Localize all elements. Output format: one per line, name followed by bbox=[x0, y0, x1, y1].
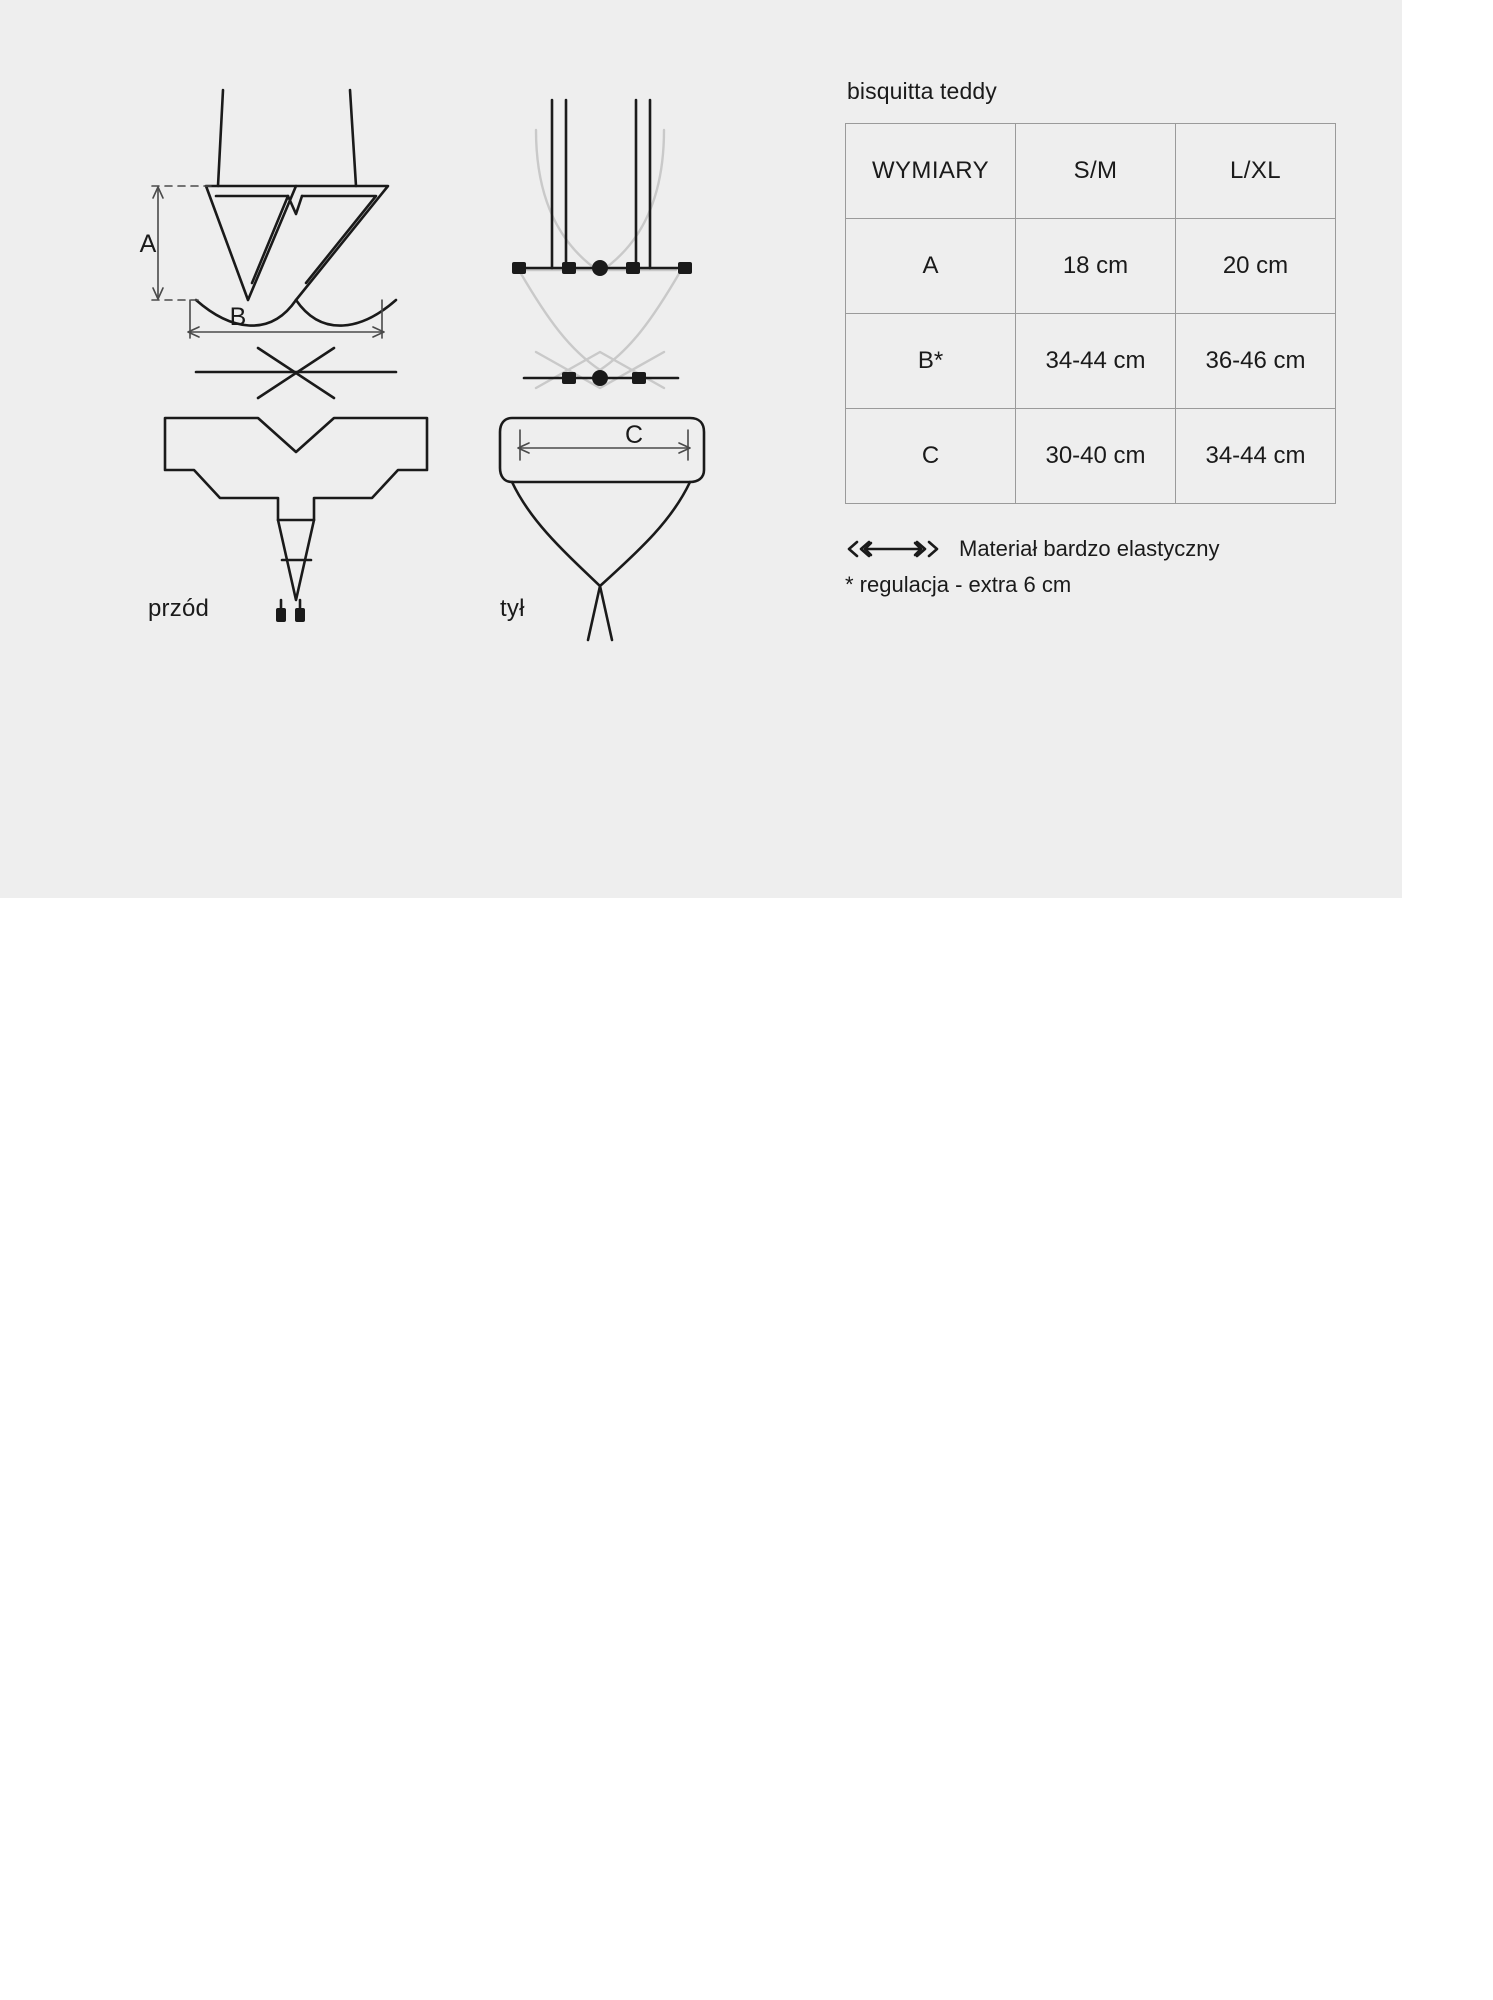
table-header-sm: S/M bbox=[1016, 124, 1176, 219]
size-table-area bbox=[845, 78, 1335, 599]
back-ghost-lines bbox=[520, 130, 680, 388]
dimension-b-arrow bbox=[188, 300, 384, 338]
front-view bbox=[165, 90, 427, 612]
row-measure-label: B* bbox=[846, 314, 1016, 409]
size-table bbox=[845, 123, 1336, 504]
row-value-lxl: 20 cm bbox=[1176, 219, 1336, 314]
row-value-sm: 18 cm bbox=[1016, 219, 1176, 314]
adjustment-note-text: * regulacja - extra 6 cm bbox=[845, 571, 1072, 597]
table-row bbox=[846, 409, 1336, 504]
elastic-note-text: Materiał bardzo elastyczny bbox=[959, 536, 1220, 561]
dimension-label-c: C bbox=[624, 421, 644, 449]
dimension-c-arrow bbox=[518, 430, 690, 460]
back-hardware-beads bbox=[512, 260, 692, 386]
elastic-material-icon bbox=[845, 538, 941, 560]
row-value-sm: 30-40 cm bbox=[1016, 409, 1176, 504]
row-value-lxl: 34-44 cm bbox=[1176, 409, 1336, 504]
garment-diagrams bbox=[0, 0, 820, 660]
front-view-caption: przód bbox=[148, 595, 210, 622]
row-measure-label: C bbox=[846, 409, 1016, 504]
row-measure-label: A bbox=[846, 219, 1016, 314]
elastic-note-row bbox=[845, 534, 1335, 564]
dimension-a-guides bbox=[152, 186, 216, 300]
garment-diagram-svg bbox=[0, 0, 820, 660]
table-header-row bbox=[846, 124, 1336, 219]
front-tassel-beads bbox=[276, 608, 305, 622]
dimension-label-a: A bbox=[139, 230, 157, 258]
table-row bbox=[846, 219, 1336, 314]
row-value-sm: 34-44 cm bbox=[1016, 314, 1176, 409]
table-header-lxl: L/XL bbox=[1176, 124, 1336, 219]
notes-block bbox=[845, 534, 1335, 599]
product-title: bisquitta teddy bbox=[847, 78, 997, 104]
dimension-label-b: B bbox=[229, 303, 247, 331]
table-row bbox=[846, 314, 1336, 409]
row-value-lxl: 36-46 cm bbox=[1176, 314, 1336, 409]
table-header-measure: WYMIARY bbox=[846, 124, 1016, 219]
back-view-caption: tył bbox=[500, 595, 525, 622]
info-panel bbox=[0, 0, 1402, 898]
